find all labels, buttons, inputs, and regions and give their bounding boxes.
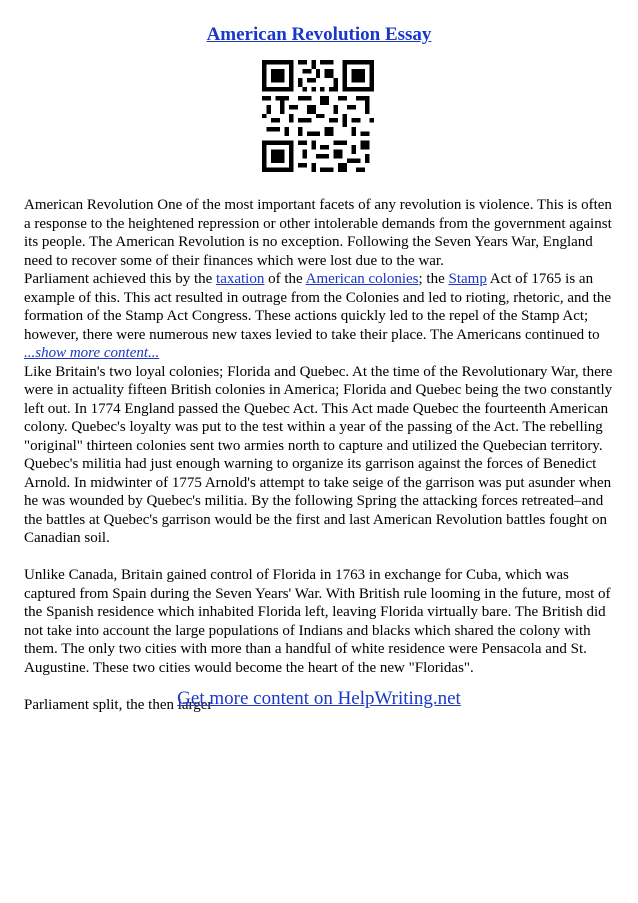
footer [0,687,638,711]
page-title [0,22,638,48]
text-segment: Act of 1765 is an example of this. This act resulted in outrage from the Colonies and led to rioting, rhetoric, and the formation of the Stamp Act Congress. These actions quickly led to the repel of the Stamp Act; however, there were numerous new taxes levied to take their place. The Americans continued to [24,271,612,343]
american-colonies-link[interactable]: American colonies [305,271,419,287]
show-more-row [24,344,616,363]
paragraph-florida: Unlike Canada, Britain gained control of Florida in 1763 in exchange for Cuba, which was captured from Spain during the Seven Years' War. With British rule looming in the future, most of the Spanish residence which inhabited Florida left, leaving Florida virtually bare. The British did not take into account the large populations of Indians and blacks which shared the colony with them. The only two cities with more than a handful of white residence were Pensacola and St. Augustine. These two cities would become the heart of the new "Floridas". [24,567,611,676]
get-more-content-link[interactable]: Get more content on HelpWriting.net [177,688,461,709]
essay-body [24,196,616,714]
paragraph-split: Parliament split, the then larger [24,696,213,713]
show-more-link[interactable]: ...show more content... [24,345,160,361]
paragraph-colonies: Like Britain's two loyal colonies; Florida and Quebec. At the time of the Revolutionary War, there were in actuality fifteen British colonies in America; Florida and Quebec being the two constantly left out. In 1774 England passed the Quebec Act. This Act made Quebec the fourteenth American colony. Quebec's loyalty was put to the test within a year of the passing of the Act. The rebelling "original" thirteen colonies sent two armies north to capture and utilized the Quebecian territory. Quebec's militia had just enough warning to organize its garrison against the forces of Benedict Arnold. In midwinter of 1775 Arnold's attempt to take seige of the garrison was put asunder when he was wounded by Quebec's militia. By the following Spring the attacking forces retreated–and the battles at Quebec's garrison would be the first and last American Revolution battles fought on Canadian soil. [24,363,613,546]
stamp-link[interactable]: Stamp [448,271,487,287]
paragraph-intro [24,196,616,270]
text-segment: ; the [418,271,449,287]
qr-code-icon [262,60,374,172]
taxation-link[interactable]: taxation [216,271,265,287]
text-segment: Parliament achieved this by the [24,271,217,287]
paragraph-parliament [24,270,616,344]
title-link[interactable]: American Revolution Essay [206,24,432,45]
paragraph-intro-text: American Revolution One of the most important facets of any revolution is violence. This is often a response to the heightened repression or other intolerable demands from the government against its people. The American Revolution is no exception. Following the Seven Years War, England need to recover some of their finances which were lost due to the war. [24,197,612,269]
text-segment: of the [264,271,306,287]
